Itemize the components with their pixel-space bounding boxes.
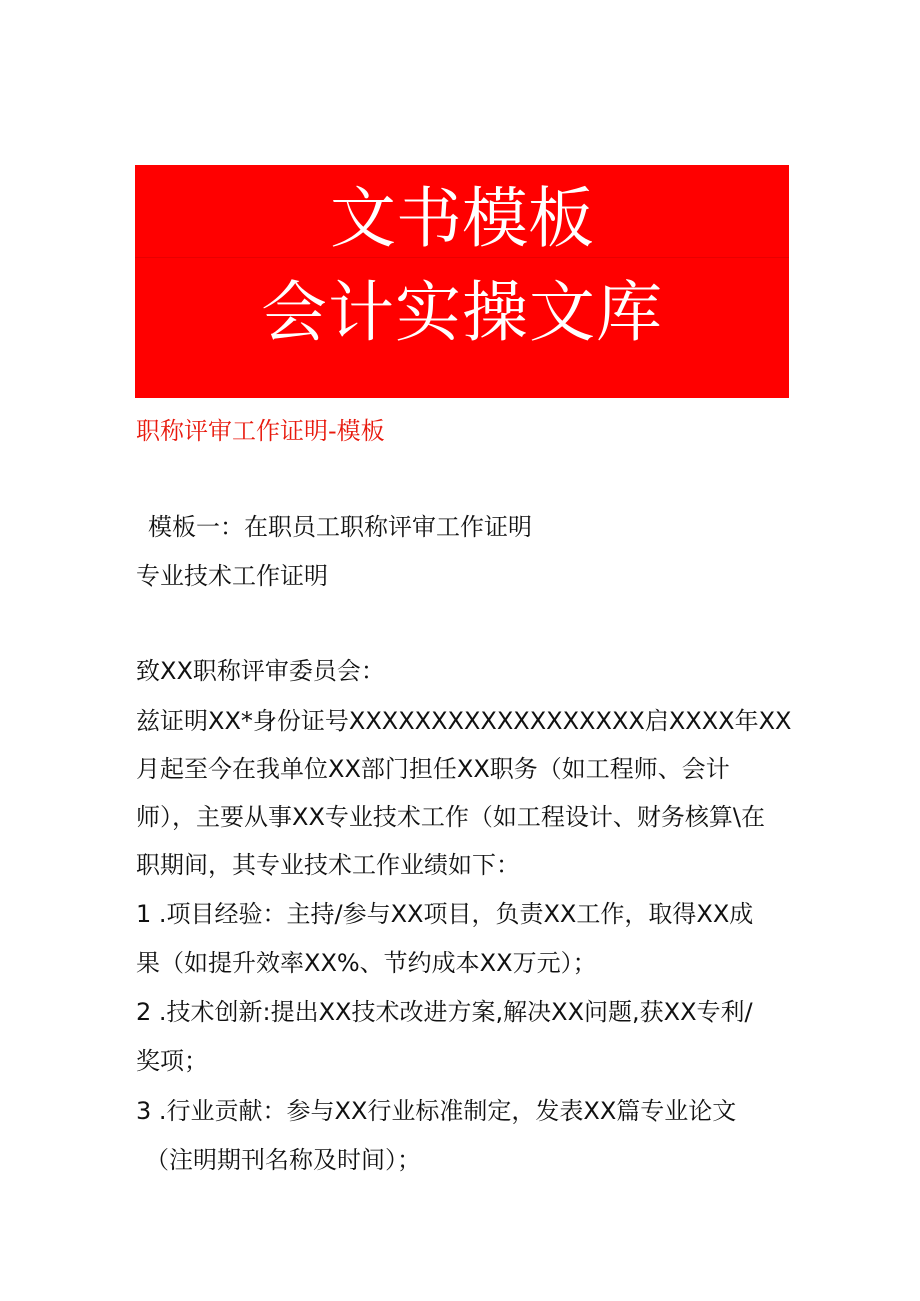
list-item-continuation: 果（如提升效率XX%、节约成本XX万元）； <box>136 949 597 977</box>
salutation: 致XX职称评审委员会： <box>136 657 385 685</box>
header-banner <box>135 165 789 398</box>
list-item: 2 .技术创新:提出XX技术改进方案,解决XX问题,获XX专利/ <box>136 998 753 1026</box>
template-heading: 模板一：在职员工职称评审工作证明 <box>148 513 532 541</box>
certificate-heading: 专业技术工作证明 <box>136 562 328 590</box>
list-item: 1 .项目经验：主持/参与XX项目，负责XX工作，取得XX成 <box>136 900 754 928</box>
document-title: 职称评审工作证明-模板 <box>136 417 385 445</box>
body-line: 职期间，其专业技术工作业绩如下： <box>136 851 520 879</box>
banner-subtitle: 会计实操文库 <box>261 274 663 351</box>
banner-divider <box>135 257 789 258</box>
list-item-continuation: 奖项； <box>136 1047 208 1075</box>
body-line: 兹证明XX*身份证号XXXXXXXXXXXXXXXXXX启XXXX年XX <box>136 707 792 735</box>
list-item-continuation: （注明期刊名称及时间）； <box>145 1146 421 1174</box>
list-item: 3 .行业贡献：参与XX行业标准制定，发表XX篇专业论文 <box>136 1097 737 1125</box>
body-line: 月起至今在我单位XX部门担任XX职务（如工程师、会计 <box>136 755 730 783</box>
banner-title: 文书模板 <box>330 180 594 257</box>
body-line: 师），主要从事XX专业技术工作（如工程设计、财务核算\在 <box>136 803 765 831</box>
